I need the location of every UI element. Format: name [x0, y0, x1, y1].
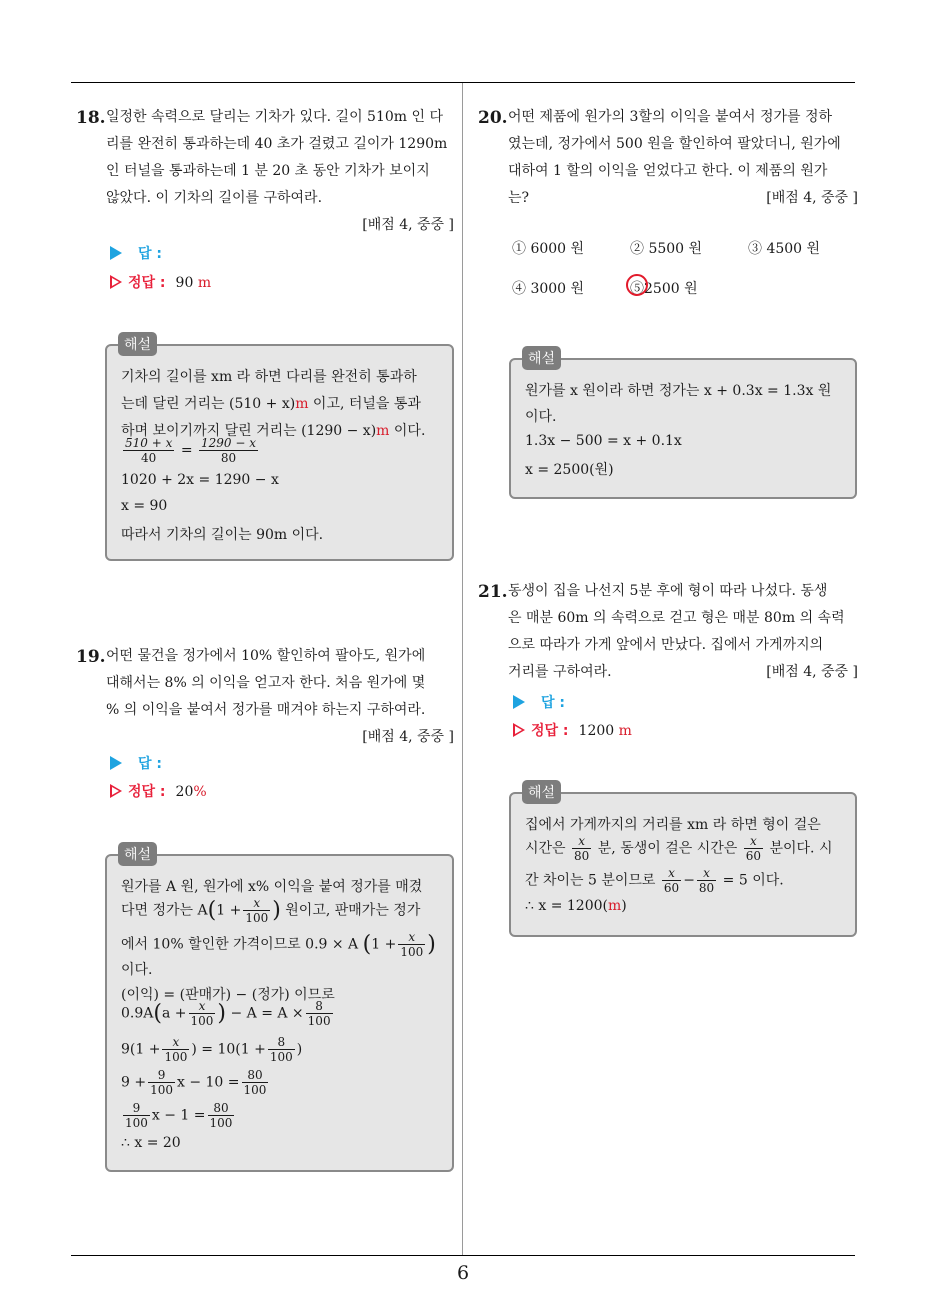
outline-play-icon — [513, 723, 525, 737]
choice-4[interactable]: ④ 3000 원 — [512, 281, 585, 297]
page-number: 6 — [456, 1262, 470, 1284]
explanation-line: 에서 10% 할인한 가격이므로 0.9 × A (1 + $\frac{x}{100}$ ) — [121, 930, 436, 959]
q19-line: % 의 이익을 붙여서 정가를 매겨야 하는지 구하여라. — [106, 702, 426, 718]
q21-line: 동생이 집을 나선지 5분 후에 형이 따라 나섰다. 동생 — [508, 583, 828, 599]
explanation-line: 따라서 기차의 길이는 90m 이다. — [121, 527, 324, 543]
correct-unit: m — [618, 723, 632, 739]
explanation-line: 1.3x − 500 = x + 0.1x — [525, 433, 682, 449]
answer-label: 답 : — [138, 756, 162, 772]
top-rule — [71, 82, 855, 83]
q20-line: 였는데, 정가에서 500 원을 할인하여 팔았더니, 원가에 — [508, 136, 841, 152]
q21-text — [508, 578, 858, 686]
q21-line: 거리를 구하여라. [배점 4, 중중 ] — [508, 659, 858, 686]
q19-number: 19. — [76, 647, 106, 667]
explanation-line: 기차의 길이를 xm 라 하면 다리를 완전히 통과하 — [121, 369, 417, 385]
bottom-rule — [71, 1255, 855, 1256]
explanation-line: 9(1 + $\frac{x}{100}$ ) = 10(1 + $\frac{8}{100}$ ) — [121, 1035, 303, 1064]
q20-line: 대하여 1 할의 이익을 얻었다고 한다. 이 제품의 원가 — [508, 163, 828, 179]
explanation-line: 는데 달린 거리는 (510 + x)m 이고, 터널을 통과 — [121, 396, 421, 412]
explanation-line: ∴ x = 1200(m) — [525, 898, 627, 914]
explanation-line: 이다. — [121, 962, 153, 978]
correct-label: 정답 : — [128, 275, 166, 291]
q19-line: 대해서는 8% 의 이익을 얻고자 한다. 처음 원가에 몇 — [106, 675, 426, 691]
explanation-line: ∴ x = 20 — [121, 1135, 181, 1151]
explanation-line: 이다. — [525, 409, 557, 425]
choice-2[interactable]: ② 5500 원 — [630, 241, 703, 257]
choice-1[interactable]: ① 6000 원 — [512, 241, 585, 257]
q21-answer-row — [513, 692, 565, 712]
explanation-line: 간 차이는 5 분이므로 $\frac{x}{60}$ − $\frac{x}{80}$ = 5 이다. — [525, 866, 784, 895]
explanation-line: x = 2500(원) — [525, 462, 614, 478]
q20-line: 어떤 제품에 원가의 3할의 이익을 붙여서 정가를 정하 — [508, 109, 833, 125]
q21-line: 으로 따라가 가게 앞에서 만났다. 집에서 가게까지의 — [508, 637, 824, 653]
correct-label: 정답 : — [128, 784, 166, 800]
q18-text — [106, 104, 454, 239]
correct-value: 90 — [175, 275, 194, 291]
q19-correct-row — [110, 781, 207, 801]
correct-unit: m — [197, 275, 212, 291]
explanation-line: 0.9A(a + $\frac{x}{100}$ ) − A = A × $\frac{8}{100}$ — [121, 999, 331, 1028]
q18-answer-row — [110, 243, 162, 263]
choice-3[interactable]: ③ 4500 원 — [748, 241, 821, 257]
correct-label: 정답 : — [531, 723, 569, 739]
choice-5[interactable]: ⑤2500 원 — [630, 281, 698, 297]
explanation-line: 하며 보이기까지 달린 거리는 (1290 − x)m 이다. — [121, 423, 426, 439]
q18-line: 않았다. 이 기차의 길이를 구하여라. — [106, 190, 323, 206]
q21-correct-row — [513, 720, 632, 740]
play-icon — [513, 695, 525, 709]
q21-line: 은 매분 60m 의 속력으로 걷고 형은 매분 80m 의 속력 — [508, 610, 845, 626]
explanation-line: 원가를 A 원, 원가에 x% 이익을 붙여 정가를 매겼 — [121, 879, 423, 895]
play-icon — [110, 246, 122, 260]
q20-number: 20. — [478, 108, 508, 128]
explanation-line: 원가를 x 원이라 하면 정가는 x + 0.3x = 1.3x 원 — [525, 383, 832, 399]
explanation-line: 1020 + 2x = 1290 − x — [121, 472, 279, 488]
q20-score: [배점 4, 중중 ] — [766, 190, 858, 206]
correct-value: 20 — [175, 784, 194, 800]
q19-answer-row — [110, 753, 162, 773]
q18-line: 인 터널을 통과하는데 1 분 20 초 동안 기차가 보이지 — [106, 163, 430, 179]
q18-line: 리를 완전히 통과하는데 40 초가 걸렸고 길이가 1290m — [106, 136, 448, 152]
column-divider — [462, 83, 463, 1255]
q18-correct-row — [110, 272, 211, 292]
q18-number: 18. — [76, 108, 106, 128]
correct-value: 1200 — [578, 723, 615, 739]
q21-score: [배점 4, 중중 ] — [766, 664, 858, 680]
explanation-line: 다면 정가는 A(1 + $\frac{x}{100}$ ) 원이고, 판매가는 정가 — [121, 896, 421, 925]
explanation-equation: $\frac{510 + x}{40}$ = $\frac{1290 - x}{80}$ — [125, 436, 256, 465]
explanation-line: 9 + $\frac{9}{100}$ x − 10 = $\frac{80}{100}$ — [121, 1068, 267, 1097]
q19-line: 어떤 물건을 정가에서 10% 할인하여 팔아도, 원가에 — [106, 648, 426, 664]
q19-explanation-box — [105, 854, 454, 1172]
q18-explanation-box — [105, 344, 454, 561]
q18-line: 일정한 속력으로 달리는 기차가 있다. 길이 510m 인 다 — [106, 109, 444, 125]
q20-explanation-tag: 해설 — [522, 346, 561, 370]
explanation-line: 집에서 가게까지의 거리를 xm 라 하면 형이 걸은 — [525, 817, 821, 833]
correct-unit: % — [193, 784, 207, 800]
q19-explanation-tag: 해설 — [118, 842, 157, 866]
q18-explanation-tag: 해설 — [118, 332, 157, 356]
outline-play-icon — [110, 275, 122, 289]
q20-line: 는? [배점 4, 중중 ] — [508, 185, 858, 212]
q18-score: [배점 4, 중중 ] — [362, 217, 454, 233]
q21-number: 21. — [478, 582, 508, 602]
q20-text — [508, 104, 858, 212]
play-icon — [110, 756, 122, 770]
q19-score: [배점 4, 중중 ] — [362, 729, 454, 745]
answer-label: 답 : — [138, 246, 162, 262]
answer-label: 답 : — [541, 695, 565, 711]
q20-explanation-box — [509, 358, 857, 499]
explanation-line: x = 90 — [121, 498, 168, 514]
q19-text — [106, 643, 454, 751]
explanation-line: 시간은 $\frac{x}{80}$ 분, 동생이 걸은 시간은 $\frac{x}{60}$ 분이다. 시 — [525, 834, 833, 863]
explanation-line: $\frac{9}{100}$ x − 1 = $\frac{80}{100}$ — [125, 1101, 233, 1130]
q21-explanation-tag: 해설 — [522, 780, 561, 804]
explanation-line: (이익) = (판매가) − (정가) 이므로 — [121, 987, 335, 1003]
outline-play-icon — [110, 784, 122, 798]
q21-explanation-box — [509, 792, 857, 937]
selected-answer-circle — [626, 274, 648, 296]
